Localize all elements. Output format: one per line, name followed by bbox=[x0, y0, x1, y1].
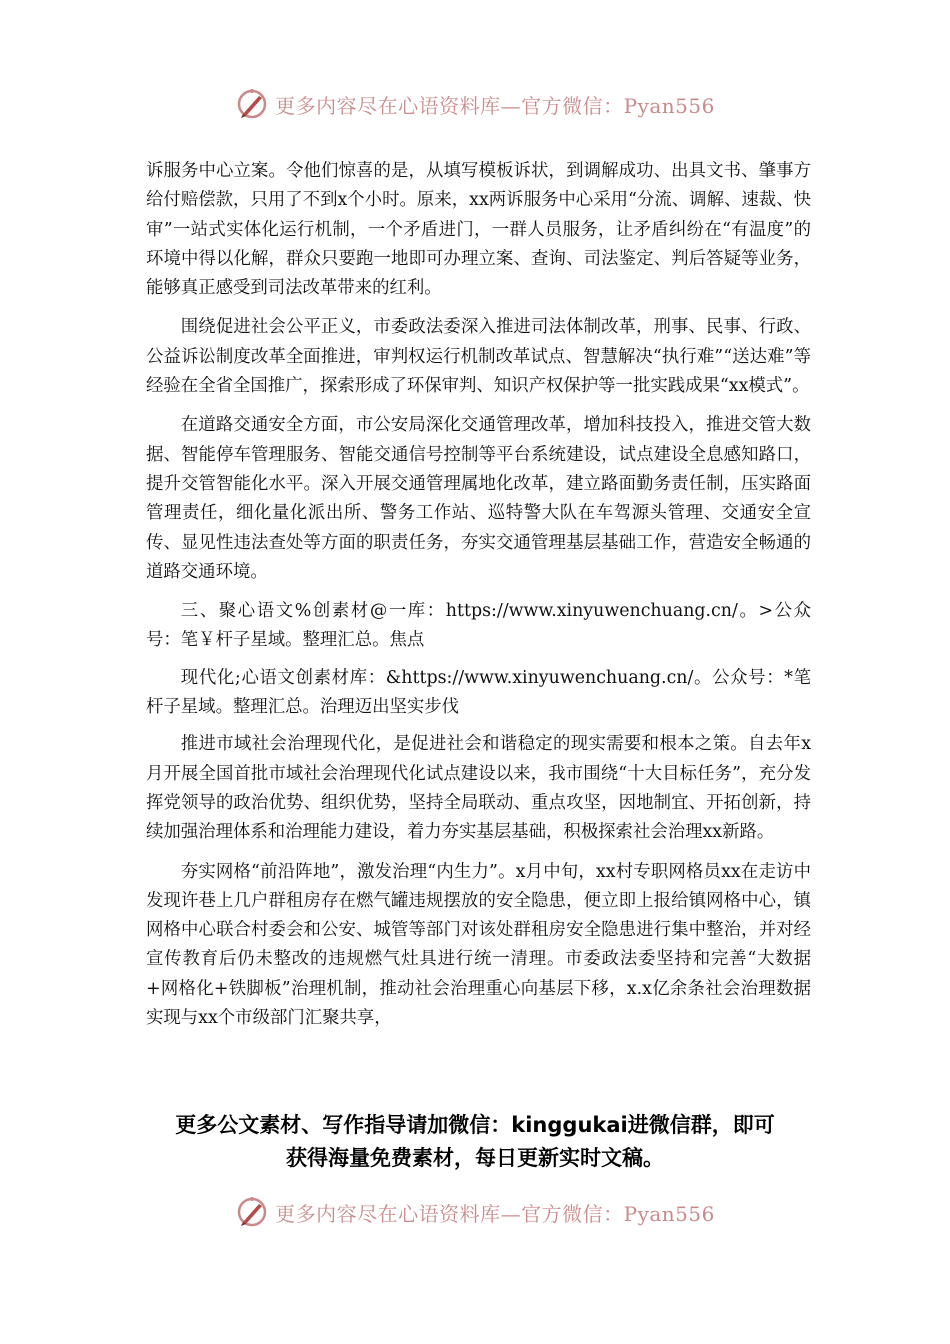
paragraph: 在道路交通安全方面，市公安局深化交通管理改革，增加科技投入，推进交管大数据、智能停车管理服务、智能交通信号控制等平台系统建设，试点建设全息感知路口，提升交管智能化水平。深入开展交通管理属地化改革，建立路面勤务责任制，压实路面管理责任，细化量化派出所、警务工作站、巡特警大队在车驾源头管理、交通安全宣传、显见性违法查处等方面的职责任务，夯实交通管理基层基础工作，营造安全畅通的道路交通环境。 bbox=[146, 415, 811, 582]
paragraph: 夯实网格“前沿阵地”，激发治理“内生力”。x月中旬，xx村专职网格员xx在走访中发现许巷上几户群租房存在燃气罐违规摆放的安全隐患，便立即上报给镇网格中心，镇网格中心联合村委会和公安、城管等部门对该处群租房安全隐患进行集中整治，并对经宣传教育后仍未整改的违规燃气灶具进行统一清理。市委政法委坚持和完善“大数据+网格化+铁脚板”治理机制，推动社会治理重心向基层下移，x.x亿余条社会治理数据实现与xx个市级部门汇聚共享， bbox=[146, 861, 811, 1029]
paragraph: 诉服务中心立案。令他们惊喜的是，从填写模板诉状，到调解成功、出具文书、肇事方给付赔偿款，只用了不到x个小时。原来，xx两诉服务中心采用“分流、调解、速裁、快审”一站式实体化运行机制，一个矛盾进门，一群人员服务，让矛盾纠纷在“有温度”的环境中得以化解，群众只要跑一地即可办理立案、查询、司法鉴定、判后答疑等业务，能够真正感受到司法改革带来的红利。 bbox=[146, 161, 811, 299]
promo-line-1: 更多公文素材、写作指导请加微信：kinggukai进微信群，即可 bbox=[175, 1113, 775, 1137]
section-heading: 三、聚心语文%创素材@一库：https://www.xinyuwenchuang.cn/。>公众号：笔￥杆子星域。整理汇总。焦点 bbox=[146, 601, 811, 651]
document-body bbox=[146, 157, 811, 1043]
paragraph: 推进市域社会治理现代化，是促进社会和谐稳定的现实需要和根本之策。自去年x月开展全国首批市域社会治理现代化试点建设以来，我市围绕“十大目标任务”，充分发挥党领导的政治优势、组织优势，坚持全局联动、重点攻坚，因地制宜、开拓创新，持续加强治理体系和治理能力建设，着力夯实基层基础，积极探索社会治理xx新路。 bbox=[146, 734, 811, 843]
footer-banner-text: 更多内容尽在心语资料库—官方微信：Pyan556 bbox=[275, 1201, 715, 1226]
promo-notice bbox=[0, 1109, 950, 1175]
pen-circle-logo-icon bbox=[235, 1195, 269, 1229]
footer-banner bbox=[0, 1192, 950, 1232]
paragraph: 围绕促进社会公平正义，市委政法委深入推进司法体制改革，刑事、民事、行政、公益诉讼制度改革全面推进，审判权运行机制改革试点、智慧解决“执行难”“送达难”等经验在全省全国推广，探索形成了环保审判、知识产权保护等一批实践成果“xx模式”。 bbox=[146, 317, 811, 397]
section-heading-continued: 现代化;心语文创素材库：&https://www.xinyuwenchuang.cn/。公众号：*笔杆子星域。整理汇总。治理迈出坚实步伐 bbox=[146, 667, 811, 718]
promo-line-2: 获得海量免费素材，每日更新实时文稿。 bbox=[286, 1146, 664, 1170]
header-banner bbox=[0, 84, 950, 124]
header-banner-text: 更多内容尽在心语资料库—官方微信：Pyan556 bbox=[275, 93, 715, 118]
pen-circle-logo-icon bbox=[235, 87, 269, 121]
